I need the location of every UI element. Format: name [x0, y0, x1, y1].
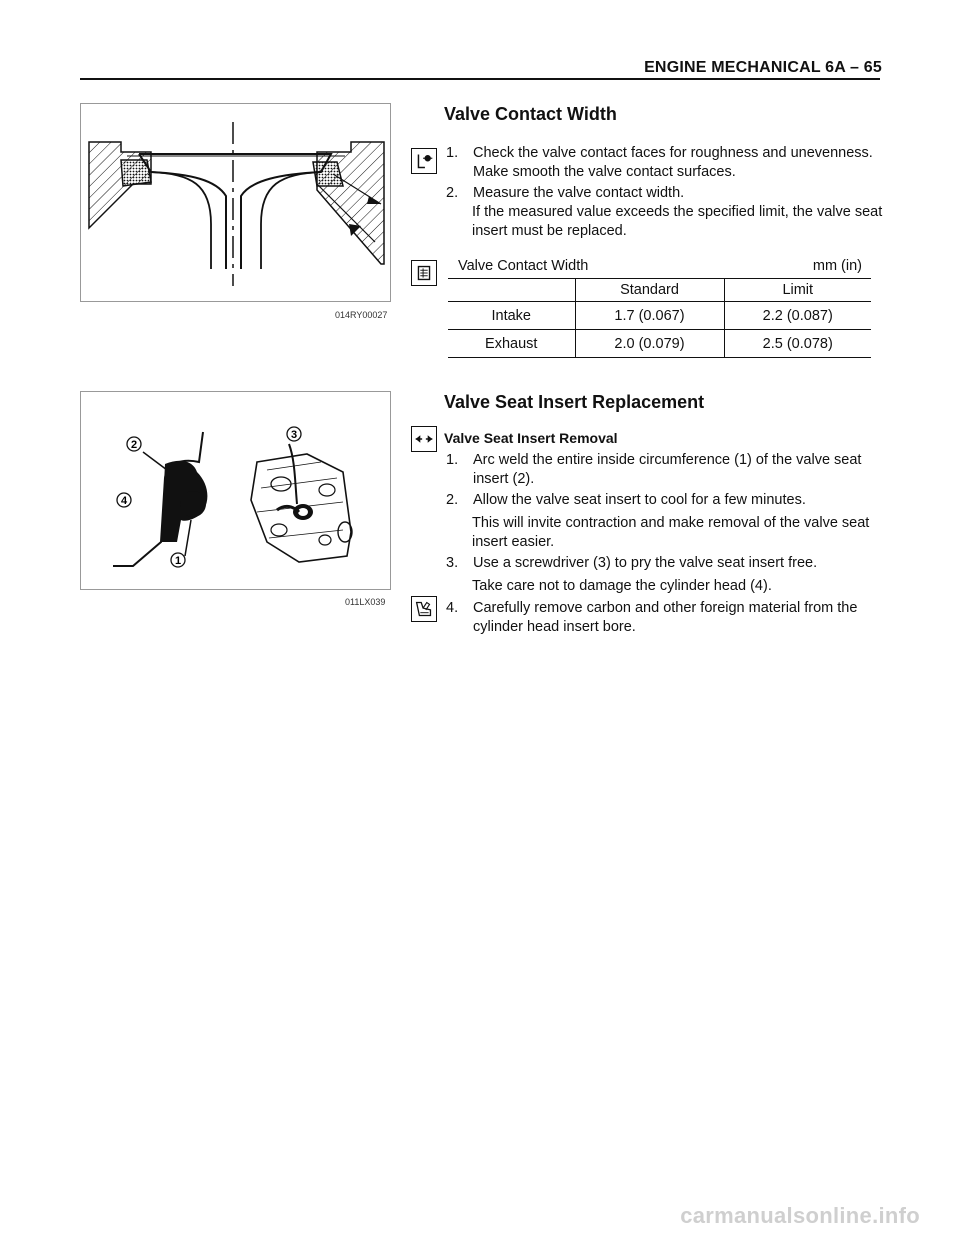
section2-step-4: [446, 599, 886, 637]
cleaning-icon: [411, 596, 437, 622]
valve-contact-figure: [80, 103, 391, 302]
section2-step-2: [446, 491, 886, 510]
table-header-cell: Standard: [575, 279, 724, 302]
step-text: Check the valve contact faces for roughness and unevenness. Make smooth the valve contact surfaces.: [473, 145, 873, 180]
table-cell: 2.0 (0.079): [575, 330, 724, 358]
step-text: Allow the valve seat insert to cool for a few minutes.: [473, 492, 806, 508]
section2-step-3: [446, 554, 886, 573]
callout-1: 1: [174, 555, 182, 567]
step-text: Carefully remove carbon and other foreign material from the cylinder head insert bore.: [473, 600, 858, 635]
table-cell: Intake: [448, 302, 575, 330]
specification-icon: [411, 260, 437, 286]
removal-icon: [411, 426, 437, 452]
step-text: Measure the valve contact width.: [473, 185, 685, 201]
step-number: 2.: [446, 492, 459, 508]
table-row: [448, 302, 871, 330]
callout-3: 3: [290, 429, 298, 441]
step-text: Arc weld the entire inside circumference (1) of the valve seat insert (2).: [473, 452, 862, 487]
step-number: 3.: [446, 555, 459, 571]
section2-step-1: [446, 451, 886, 489]
subtitle-seat-insert-removal: Valve Seat Insert Removal: [444, 430, 618, 446]
table-header-cell: Limit: [724, 279, 871, 302]
section-title-seat-insert-replacement: Valve Seat Insert Replacement: [444, 392, 705, 412]
page-header-title: ENGINE MECHANICAL 6A – 65: [644, 59, 882, 76]
seat-insert-removal-diagram: [81, 392, 391, 590]
section-title-valve-contact-width: Valve Contact Width: [444, 104, 617, 124]
table-cell: 2.5 (0.078): [724, 330, 871, 358]
table-cell: 1.7 (0.067): [575, 302, 724, 330]
watermark: carmanualsonline.info: [680, 1203, 920, 1228]
section1-note: If the measured value exceeds the specified limit, the valve seat insert must be replaced.: [472, 204, 883, 239]
seat-insert-removal-figure: [80, 391, 391, 590]
step-number: 2.: [446, 185, 459, 201]
header-rule: [80, 78, 880, 80]
step-number: 1.: [446, 452, 459, 468]
table-cell: 2.2 (0.087): [724, 302, 871, 330]
spec-table-unit: mm (in): [812, 258, 862, 274]
valve-contact-diagram: [81, 104, 391, 302]
inspect-icon: [411, 148, 437, 174]
section1-step-2: [446, 184, 886, 203]
step-text: Use a screwdriver (3) to pry the valve seat insert free.: [473, 555, 818, 571]
figure-caption-valve-contact: 014RY00027: [335, 310, 388, 320]
section2-note-1: This will invite contraction and make removal of the valve seat insert easier.: [472, 515, 870, 550]
spec-table-caption: Valve Contact Width: [458, 258, 589, 274]
callout-2: 2: [130, 439, 138, 451]
spec-table-caption-row: [458, 258, 862, 274]
table-row: [448, 330, 871, 358]
valve-contact-width-table: [448, 278, 871, 358]
table-header-cell: [448, 279, 575, 302]
figure-caption-seat-removal: 011LX039: [345, 597, 386, 607]
section2-note-2: Take care not to damage the cylinder head (4).: [472, 578, 772, 594]
callout-4: 4: [120, 495, 128, 507]
step-number: 1.: [446, 145, 459, 161]
section1-step-1: [446, 144, 886, 182]
step-number: 4.: [446, 600, 459, 616]
table-header-row: [448, 279, 871, 302]
table-cell: Exhaust: [448, 330, 575, 358]
